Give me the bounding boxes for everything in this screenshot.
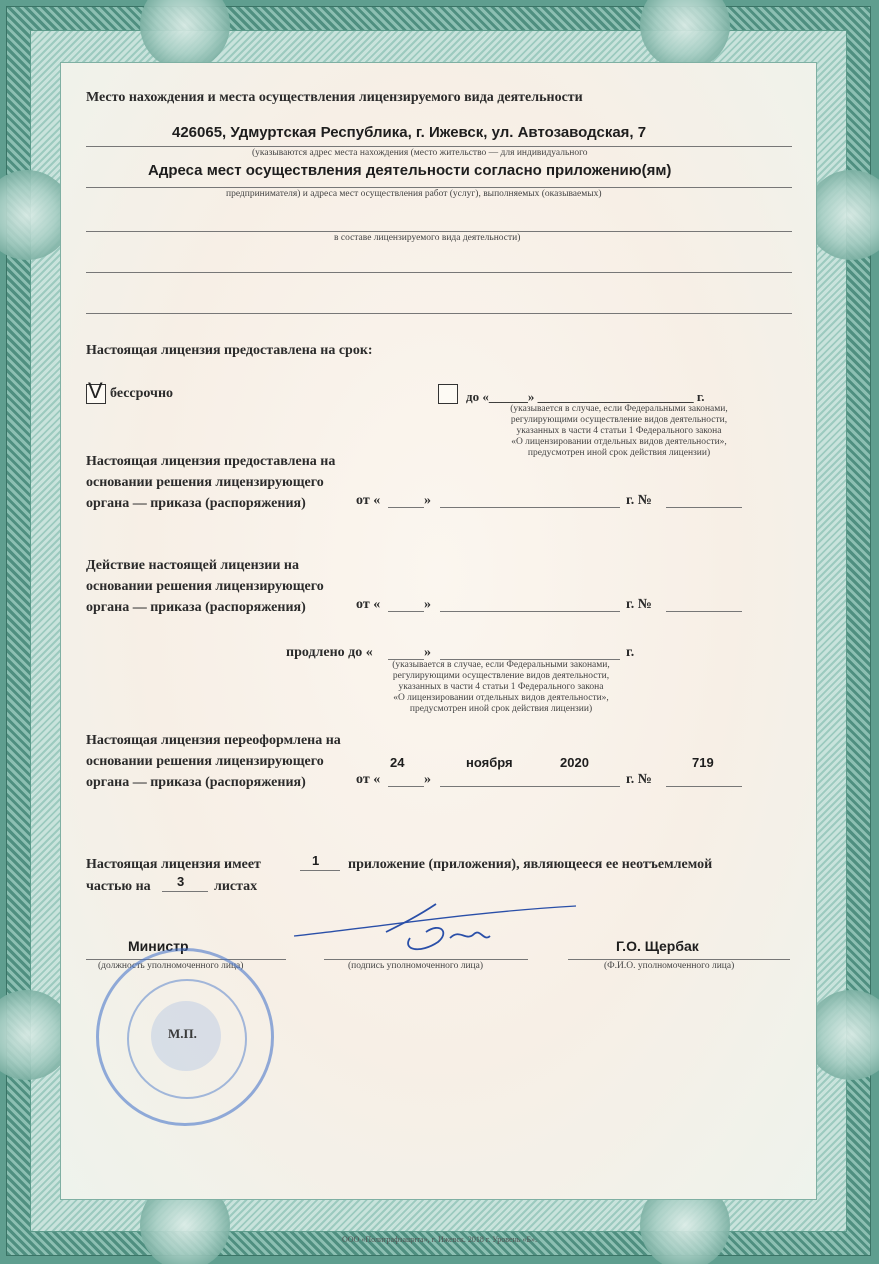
seal-label: М.П. <box>168 1026 197 1041</box>
position-hint: (должность уполномоченного лица) <box>98 961 244 971</box>
extended-close-quote: » <box>424 645 431 660</box>
until-checkbox <box>438 384 458 404</box>
reissued-close-quote: » <box>424 772 431 787</box>
grant-year-label: г. № <box>626 493 652 508</box>
name-line <box>568 959 790 960</box>
action-number-field <box>666 611 742 612</box>
reissued-from-label: от « <box>356 772 381 787</box>
action-year-label: г. № <box>626 597 652 612</box>
places-hint: предпринимателя) и адреса мест осуществления работ (услуг), выполняемых (оказываемых) <box>226 189 602 199</box>
extra-line-2 <box>86 272 792 273</box>
name-hint: (Ф.И.О. уполномоченного лица) <box>604 961 735 971</box>
grant-month-field <box>440 507 620 508</box>
term-heading: Настоящая лицензия предоставлена на срок: <box>86 343 373 358</box>
grant-text: Настоящая лицензия предоставлена на основании решения лицензирующего органа — приказа (распоряжения) <box>86 454 336 511</box>
places-line <box>86 187 792 188</box>
extended-hint: (указывается в случае, если Федеральными законами, регулирующими осуществление видов деятельности, указанных в части 4 статьи 1 Федерального закона «О лицензировании отдельных видов деятельности», предусмотрен иной срок действия лицензии) <box>392 660 610 714</box>
until-label: до «______» ________________________ г. <box>466 389 705 404</box>
grant-number-field <box>666 507 742 508</box>
activity-hint: в составе лицензируемого вида деятельности) <box>334 233 521 243</box>
extended-label: продлено до « <box>286 645 373 660</box>
signature-icon <box>290 898 580 958</box>
location-heading: Место нахождения и места осуществления лицензируемого вида деятельности <box>86 90 583 105</box>
check-mark-icon: V <box>88 378 103 403</box>
grant-from-label: от « <box>356 493 381 508</box>
reissued-month-value: ноября <box>466 755 513 770</box>
action-close-quote: » <box>424 597 431 612</box>
appendix-line1-end: приложение (приложения), являющееся ее неотъемлемой <box>348 857 713 872</box>
reissued-day-value: 24 <box>390 755 405 770</box>
reissued-number-value: 719 <box>692 755 714 770</box>
reissued-year-value: 2020 <box>560 755 589 770</box>
appendix-line2-start: частью на <box>86 879 151 894</box>
reissued-text: Настоящая лицензия переоформлена на основании решения лицензирующего органа — приказа (распоряжения) <box>86 733 341 790</box>
indefinite-label: бессрочно <box>110 386 174 401</box>
signature-hint: (подпись уполномоченного лица) <box>348 961 484 971</box>
appendix-sheets: 3 <box>177 874 185 889</box>
extra-line-3 <box>86 313 792 314</box>
appendix-line1-start: Настоящая лицензия имеет <box>86 857 261 872</box>
address-hint: (указываются адрес места нахождения (место жительство — для индивидуального <box>252 148 588 158</box>
appendix-count-field <box>300 870 340 871</box>
printer-footer: ООО «Полиграфзащита», г. Ижевск. 2018 г. Уровень «Б». <box>342 1235 538 1244</box>
signature-line <box>324 959 528 960</box>
appendix-sheets-field <box>162 891 208 892</box>
grant-close-quote: » <box>424 493 431 508</box>
position-value: Министр <box>128 938 189 954</box>
appendix-count: 1 <box>312 853 320 868</box>
name-value: Г.О. Щербак <box>616 938 699 954</box>
reissued-number-field <box>666 786 742 787</box>
action-day-field <box>388 611 424 612</box>
reissued-month-field <box>440 786 620 787</box>
action-from-label: от « <box>356 597 381 612</box>
reissued-day-field <box>388 786 424 787</box>
appendix-line2-end: листах <box>214 879 258 894</box>
places-value: Адреса мест осуществления деятельности согласно приложению(ям) <box>148 162 672 179</box>
action-month-field <box>440 611 620 612</box>
extended-year-label: г. <box>626 645 635 660</box>
action-text: Действие настоящей лицензии на основании решения лицензирующего органа — приказа (распоряжения) <box>86 558 324 615</box>
until-hint: (указывается в случае, если Федеральными законами, регулирующими осуществление видов деятельности, указанных в части 4 статьи 1 Федерального закона «О лицензировании отдельных видов деятельности», предусмотрен иной срок действия лицензии) <box>510 404 728 458</box>
grant-day-field <box>388 507 424 508</box>
address-value: 426065, Удмуртская Республика, г. Ижевск, ул. Автозаводская, 7 <box>172 124 647 141</box>
reissued-year-label: г. № <box>626 772 652 787</box>
address-line <box>86 146 792 147</box>
extra-line-1 <box>86 231 792 232</box>
